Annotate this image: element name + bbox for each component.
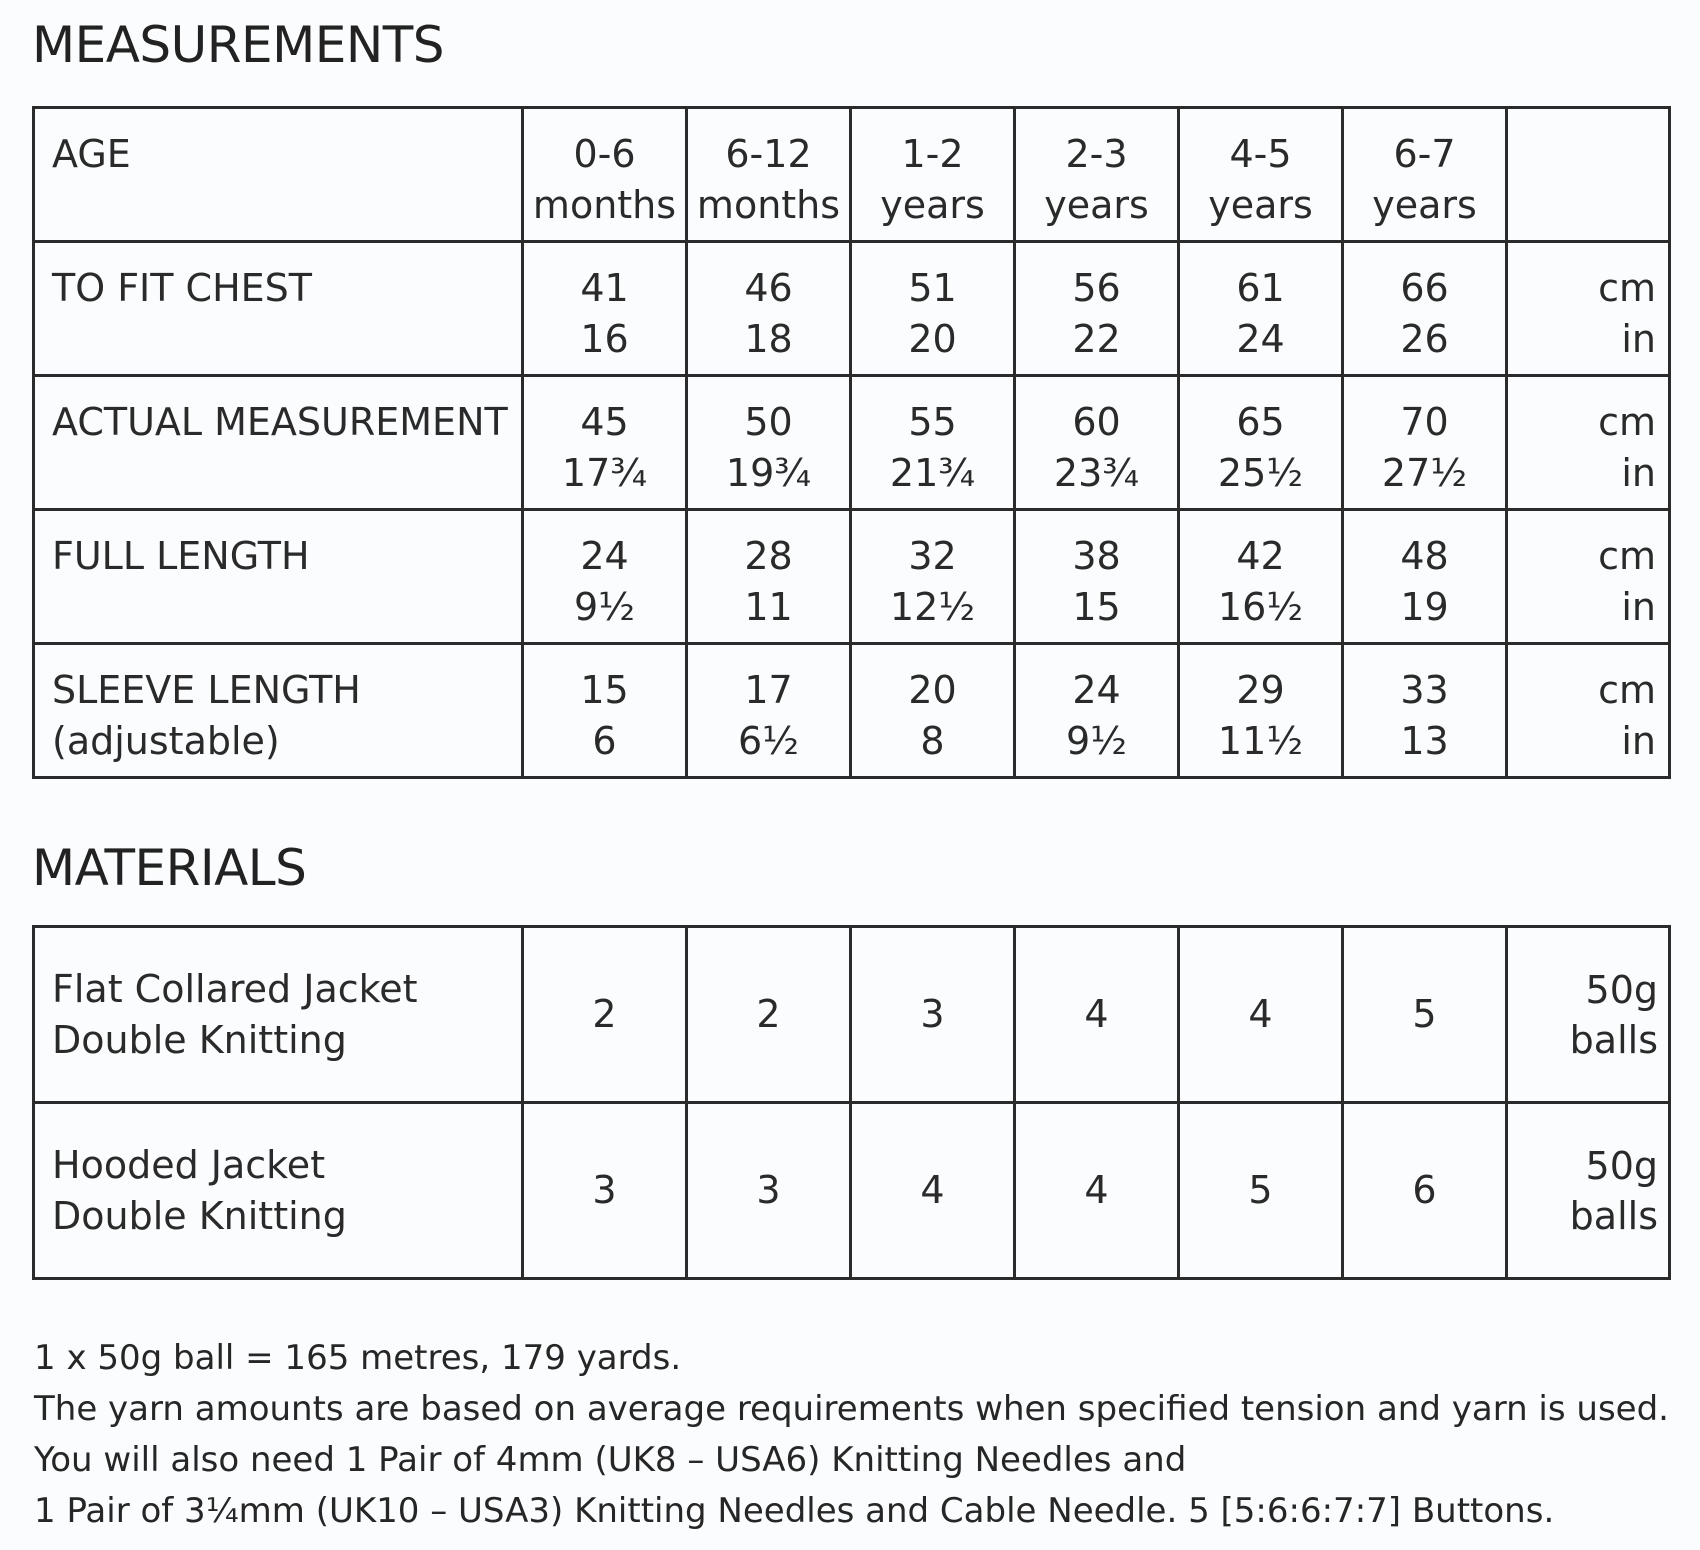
value-in: 16 xyxy=(580,317,629,361)
ball-count: 2 xyxy=(523,927,687,1103)
row-label xyxy=(34,644,523,778)
table-row-sleeve xyxy=(34,644,1670,778)
value-cm: 66 xyxy=(1400,266,1449,310)
row-label-text: AGE xyxy=(52,132,131,176)
value-cell xyxy=(1343,644,1507,778)
row-label xyxy=(34,242,523,376)
row-label-subtext: Double Knitting xyxy=(52,1193,347,1238)
age-range: 2-3 xyxy=(1065,132,1128,176)
value-cm: 41 xyxy=(580,266,629,310)
row-label-text: Hooded Jacket xyxy=(52,1142,326,1187)
unit-weight: 50g xyxy=(1585,1143,1658,1188)
unit-cell xyxy=(1507,510,1670,644)
age-unit: months xyxy=(532,183,677,227)
note-line-needles: You will also need 1 Pair of 4mm (UK8 – USA6) Knitting Needles and xyxy=(34,1440,1187,1480)
unit-cm: cm xyxy=(1598,266,1656,310)
value-in: 13 xyxy=(1400,719,1449,763)
value-in: 15 xyxy=(1072,585,1121,629)
age-cell xyxy=(1343,108,1507,242)
age-unit: years xyxy=(1208,183,1313,227)
value-cm: 61 xyxy=(1236,266,1285,310)
value-cm: 46 xyxy=(744,266,793,310)
measurements-table xyxy=(32,106,1671,779)
table-row-age xyxy=(34,108,1670,242)
value-cm: 20 xyxy=(908,668,957,712)
row-label-subtext: Double Knitting xyxy=(52,1017,347,1062)
ball-count: 5 xyxy=(1179,1103,1343,1279)
value-cm: 17 xyxy=(744,668,793,712)
value-cell xyxy=(1015,242,1179,376)
value-cell xyxy=(851,644,1015,778)
ball-count: 5 xyxy=(1343,927,1507,1103)
value-cm: 65 xyxy=(1236,400,1285,444)
note-line-yardage: 1 x 50g ball = 165 metres, 179 yards. xyxy=(34,1338,682,1378)
age-unit: months xyxy=(696,183,841,227)
age-range: 6-7 xyxy=(1393,132,1456,176)
table-row-flat-collared xyxy=(34,927,1670,1103)
age-cell xyxy=(1179,108,1343,242)
value-in: 16½ xyxy=(1217,585,1304,629)
value-cell xyxy=(851,376,1015,510)
value-cell xyxy=(1015,510,1179,644)
value-cell xyxy=(687,510,851,644)
age-unit: years xyxy=(1044,183,1149,227)
table-row-hooded xyxy=(34,1103,1670,1279)
unit-cell xyxy=(1507,1103,1670,1279)
value-in: 19¾ xyxy=(725,451,812,495)
materials-heading: MATERIALS xyxy=(32,839,307,897)
unit-cm: cm xyxy=(1598,534,1656,578)
age-unit: years xyxy=(880,183,985,227)
materials-table xyxy=(32,925,1671,1280)
unit-cell xyxy=(1507,644,1670,778)
row-label-text: ACTUAL MEASUREMENT xyxy=(52,400,508,444)
value-cm: 70 xyxy=(1400,400,1449,444)
notes-paragraph xyxy=(34,1333,1674,1537)
value-cell xyxy=(687,376,851,510)
ball-count: 4 xyxy=(1015,1103,1179,1279)
value-cell xyxy=(1343,242,1507,376)
value-cell xyxy=(523,376,687,510)
row-label-subtext: (adjustable) xyxy=(52,719,280,763)
value-cell xyxy=(687,242,851,376)
age-range: 1-2 xyxy=(901,132,964,176)
value-cm: 42 xyxy=(1236,534,1285,578)
table-row-full-length xyxy=(34,510,1670,644)
unit-in: in xyxy=(1621,317,1656,361)
value-cm: 28 xyxy=(744,534,793,578)
row-label-text: TO FIT CHEST xyxy=(52,266,313,310)
row-label xyxy=(34,510,523,644)
value-cell xyxy=(1179,510,1343,644)
unit-in: in xyxy=(1621,451,1656,495)
value-cm: 33 xyxy=(1400,668,1449,712)
value-cm: 24 xyxy=(1072,668,1121,712)
unit-cm: cm xyxy=(1598,668,1656,712)
value-in: 24 xyxy=(1236,317,1285,361)
unit-in: in xyxy=(1621,719,1656,763)
value-in: 8 xyxy=(920,719,945,763)
value-cell xyxy=(1179,242,1343,376)
unit-in: in xyxy=(1621,585,1656,629)
unit-cell xyxy=(1507,927,1670,1103)
value-in: 18 xyxy=(744,317,793,361)
value-in: 11 xyxy=(744,585,793,629)
value-in: 9½ xyxy=(1065,719,1127,763)
unit-cell-empty xyxy=(1507,108,1670,242)
value-cm: 55 xyxy=(908,400,957,444)
row-label xyxy=(34,927,523,1103)
value-cell xyxy=(523,510,687,644)
table-row-chest xyxy=(34,242,1670,376)
ball-count: 2 xyxy=(687,927,851,1103)
age-range: 0-6 xyxy=(573,132,636,176)
row-label-text: FULL LENGTH xyxy=(52,534,310,578)
unit-cell xyxy=(1507,376,1670,510)
value-cell xyxy=(523,644,687,778)
ball-count: 4 xyxy=(1015,927,1179,1103)
value-cm: 60 xyxy=(1072,400,1121,444)
value-cell xyxy=(851,242,1015,376)
ball-count: 4 xyxy=(1179,927,1343,1103)
value-cell xyxy=(1015,644,1179,778)
value-in: 12½ xyxy=(889,585,976,629)
unit-cell xyxy=(1507,242,1670,376)
value-in: 21¾ xyxy=(889,451,976,495)
row-label-text: SLEEVE LENGTH xyxy=(52,668,361,712)
value-cm: 51 xyxy=(908,266,957,310)
ball-count: 6 xyxy=(1343,1103,1507,1279)
age-cell xyxy=(851,108,1015,242)
age-cell xyxy=(1015,108,1179,242)
value-cm: 50 xyxy=(744,400,793,444)
value-in: 6 xyxy=(592,719,617,763)
value-in: 22 xyxy=(1072,317,1121,361)
value-in: 17¾ xyxy=(561,451,648,495)
value-cm: 38 xyxy=(1072,534,1121,578)
value-cell xyxy=(523,242,687,376)
ball-count: 3 xyxy=(687,1103,851,1279)
value-cm: 29 xyxy=(1236,668,1285,712)
value-in: 27½ xyxy=(1381,451,1468,495)
age-cell xyxy=(523,108,687,242)
value-cm: 56 xyxy=(1072,266,1121,310)
note-line-buttons: 1 Pair of 3¼mm (UK10 – USA3) Knitting Needles and Cable Needle. 5 [5:6:6:7:7] Buttons. xyxy=(34,1491,1555,1531)
age-range: 6-12 xyxy=(725,132,812,176)
value-in: 20 xyxy=(908,317,957,361)
value-cm: 15 xyxy=(580,668,629,712)
age-range: 4-5 xyxy=(1229,132,1292,176)
ball-count: 3 xyxy=(851,927,1015,1103)
value-in: 26 xyxy=(1400,317,1449,361)
value-cell xyxy=(851,510,1015,644)
value-cell xyxy=(1015,376,1179,510)
measurements-heading: MEASUREMENTS xyxy=(32,16,445,74)
value-cm: 48 xyxy=(1400,534,1449,578)
value-cell xyxy=(687,644,851,778)
ball-count: 3 xyxy=(523,1103,687,1279)
row-label xyxy=(34,1103,523,1279)
unit-balls: balls xyxy=(1569,1193,1658,1238)
value-in: 25½ xyxy=(1217,451,1304,495)
ball-count: 4 xyxy=(851,1103,1015,1279)
row-label xyxy=(34,376,523,510)
value-in: 11½ xyxy=(1217,719,1304,763)
value-cm: 24 xyxy=(580,534,629,578)
value-in: 9½ xyxy=(573,585,635,629)
row-label xyxy=(34,108,523,242)
age-cell xyxy=(687,108,851,242)
value-in: 19 xyxy=(1400,585,1449,629)
table-row-actual xyxy=(34,376,1670,510)
row-label-text: Flat Collared Jacket xyxy=(52,966,418,1011)
unit-cm: cm xyxy=(1598,400,1656,444)
unit-balls: balls xyxy=(1569,1017,1658,1062)
value-in: 23¾ xyxy=(1053,451,1140,495)
value-cm: 45 xyxy=(580,400,629,444)
unit-weight: 50g xyxy=(1585,967,1658,1012)
age-unit: years xyxy=(1372,183,1477,227)
value-cell xyxy=(1179,376,1343,510)
value-cell xyxy=(1343,510,1507,644)
value-cell xyxy=(1179,644,1343,778)
value-cell xyxy=(1343,376,1507,510)
value-in: 6½ xyxy=(737,719,799,763)
note-line-amounts: The yarn amounts are based on average requirements when specified tension and yarn is used. xyxy=(34,1389,1669,1429)
value-cm: 32 xyxy=(908,534,957,578)
